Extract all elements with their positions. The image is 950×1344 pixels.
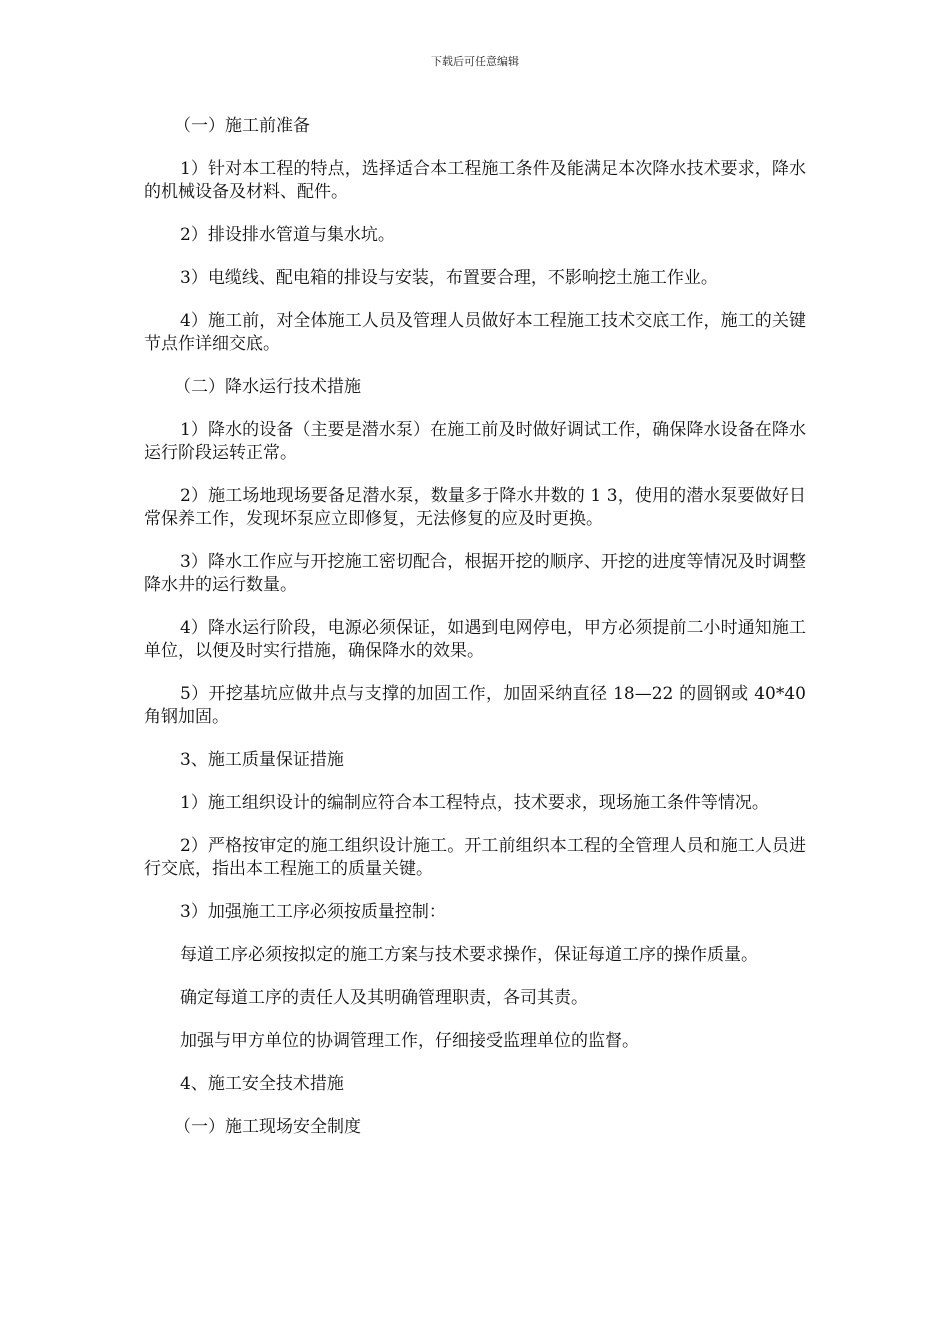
document-body — [144, 115, 806, 1159]
paragraph: 1）针对本工程的特点，选择适合本工程施工条件及能满足本次降水技术要求，降水的机械设备及材料、配件。 — [144, 159, 806, 202]
paragraph: 3）加强施工工序必须按质量控制： — [180, 902, 446, 922]
paragraph: 3）降水工作应与开挖施工密切配合，根据开挖的顺序、开挖的进度等情况及时调整降水井的运行数量。 — [144, 552, 806, 595]
paragraph: 4）施工前，对全体施工人员及管理人员做好本工程施工技术交底工作，施工的关键节点作详细交底。 — [144, 311, 806, 354]
paragraph: 加强与甲方单位的协调管理工作，仔细接受监理单位的监督。 — [180, 1031, 639, 1051]
section-heading: （一）施工现场安全制度 — [174, 1117, 361, 1137]
paragraph: 每道工序必须按拟定的施工方案与技术要求操作，保证每道工序的操作质量。 — [180, 945, 758, 965]
section-heading: 3、施工质量保证措施 — [180, 750, 344, 770]
paragraph: 1）施工组织设计的编制应符合本工程特点，技术要求，现场施工条件等情况。 — [180, 793, 769, 813]
section-heading: 4、施工安全技术措施 — [180, 1074, 344, 1094]
paragraph: 3）电缆线、配电箱的排设与安装，布置要合理，不影响挖土施工作业。 — [180, 268, 718, 288]
paragraph: 2）排设排水管道与集水坑。 — [180, 225, 395, 245]
paragraph: 2）施工场地现场要备足潜水泵，数量多于降水井数的 1 3，使用的潜水泵要做好日常保养工作，发现坏泵应立即修复，无法修复的应及时更换。 — [144, 486, 806, 529]
section-heading: （一）施工前准备 — [174, 116, 310, 136]
section-heading: （二）降水运行技术措施 — [174, 377, 361, 397]
paragraph: 4）降水运行阶段，电源必须保证，如遇到电网停电，甲方必须提前二小时通知施工单位，以便及时实行措施，确保降水的效果。 — [144, 618, 806, 661]
paragraph: 1）降水的设备（主要是潜水泵）在施工前及时做好调试工作，确保降水设备在降水运行阶段运转正常。 — [144, 420, 806, 463]
paragraph: 确定每道工序的责任人及其明确管理职责，各司其责。 — [180, 988, 588, 1008]
paragraph: 5）开挖基坑应做井点与支撑的加固工作，加固采纳直径 18—22 的圆钢或 40*40 角钢加固。 — [144, 684, 806, 727]
page-header: 下载后可任意编辑 — [431, 55, 519, 68]
paragraph: 2）严格按审定的施工组织设计施工。开工前组织本工程的全管理人员和施工人员进行交底，指出本工程施工的质量关键。 — [144, 836, 806, 879]
